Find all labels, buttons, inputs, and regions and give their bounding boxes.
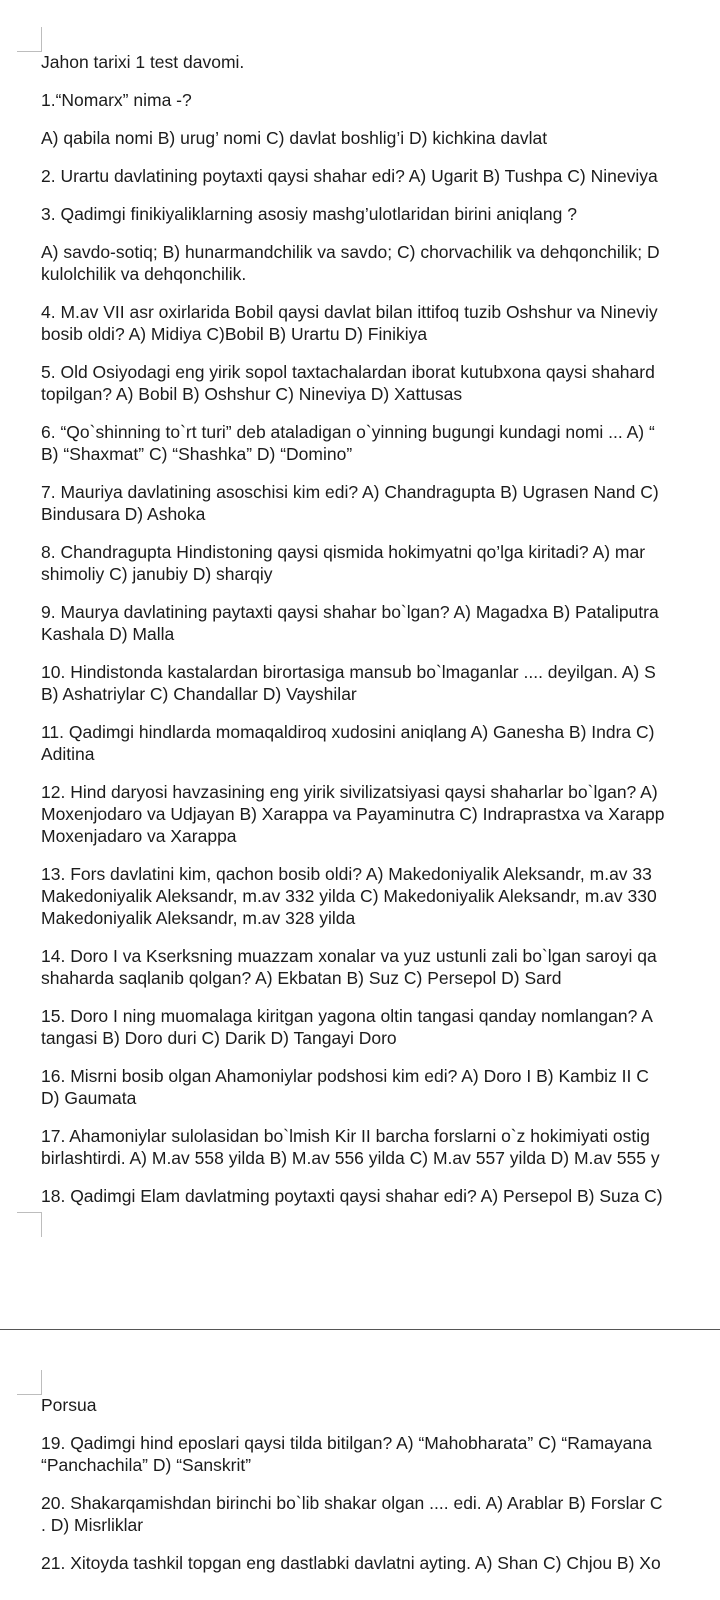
question-paragraph <box>41 1432 720 1476</box>
question-paragraph <box>41 1065 720 1109</box>
page-corner-mark-top <box>17 1370 42 1395</box>
text-line: kulolchilik va dehqonchilik. <box>41 264 247 284</box>
question-paragraph <box>41 1492 720 1536</box>
text-line: 20. Shakarqamishdan birinchi bo`lib shakar olgan .... edi. A) Arablar B) Forslar C <box>41 1493 663 1513</box>
question-paragraph <box>41 863 720 929</box>
page-corner-mark-bottom <box>17 1212 42 1237</box>
question-paragraph <box>41 127 720 149</box>
text-line: 14. Doro I va Kserksning muazzam xonalar va yuz ustunli zali bo`lgan saroyi qa <box>41 946 657 966</box>
question-paragraph <box>41 721 720 765</box>
text-line: shimoliy C) janubiy D) sharqiy <box>41 564 273 584</box>
question-paragraph <box>41 945 720 989</box>
text-line: Makedoniyalik Aleksandr, m.av 328 yilda <box>41 908 356 928</box>
text-line: birlashtirdi. A) M.av 558 yilda B) M.av 556 yilda C) M.av 557 yilda D) M.av 555 y <box>41 1148 660 1168</box>
text-line: 6. “Qo`shinning to`rt turi” deb ataladigan o`yinning bugungi kundagi nomi ... A) “ <box>41 422 655 442</box>
question-paragraph <box>41 241 720 285</box>
text-line: 18. Qadimgi Elam davlatming poytaxti qaysi shahar edi? A) Persepol B) Suza C) <box>41 1186 663 1206</box>
text-line: 10. Hindistonda kastalardan birortasiga mansub bo`lmaganlar .... deyilgan. A) S <box>41 662 656 682</box>
question-list <box>41 89 720 1207</box>
question-paragraph <box>41 1005 720 1049</box>
question-paragraph <box>41 661 720 705</box>
text-line: 9. Maurya davlatining paytaxti qaysi shahar bo`lgan? A) Magadxa B) Pataliputra <box>41 602 659 622</box>
text-line: . D) Misrliklar <box>41 1515 144 1535</box>
text-line: 12. Hind daryosi havzasining eng yirik sivilizatsiyasi qaysi shaharlar bo`lgan? A) <box>41 782 658 802</box>
question-paragraph <box>41 361 720 405</box>
question-paragraph <box>41 89 720 111</box>
text-line: Aditina <box>41 744 95 764</box>
section-heading: Porsua <box>41 1395 97 1415</box>
text-line: 21. Xitoyda tashkil topgan eng dastlabki davlatni ayting. A) Shan C) Chjou B) Xo <box>41 1553 661 1573</box>
document-heading: Jahon tarixi 1 test davomi. <box>41 52 245 72</box>
question-paragraph <box>41 1552 720 1574</box>
text-line: 11. Qadimgi hindlarda momaqaldiroq xudosini aniqlang A) Ganesha B) Indra C) <box>41 722 655 742</box>
text-line: Bindusara D) Ashoka <box>41 504 206 524</box>
text-line: 7. Mauriya davlatining asoschisi kim edi? A) Chandragupta B) Ugrasen Nand C) <box>41 482 659 502</box>
text-line: Moxenjodaro va Udjayan B) Xarappa va Payaminutra C) Indraprastxa va Xarapp <box>41 804 665 824</box>
text-line: Kashala D) Malla <box>41 624 175 644</box>
text-line: bosib oldi? A) Midiya C)Bobil B) Urartu D) Finikiya <box>41 324 428 344</box>
text-line: A) qabila nomi B) urug’ nomi C) davlat boshlig’i D) kichkina davlat <box>41 128 548 148</box>
text-line: Moxenjadaro va Xarappa <box>41 826 237 846</box>
question-paragraph <box>41 203 720 225</box>
text-line: 2. Urartu davlatining poytaxti qaysi shahar edi? A) Ugarit B) Tushpa C) Nineviya <box>41 166 658 186</box>
question-paragraph <box>41 1185 720 1207</box>
page-corner-mark-top <box>17 27 42 52</box>
text-line: 5. Old Osiyodagi eng yirik sopol taxtachalardan iborat kutubxona qaysi shahard <box>41 362 655 382</box>
text-line: 8. Chandragupta Hindistoning qaysi qismida hokimyatni qo’lga kiritadi? A) mar <box>41 542 646 562</box>
text-line: topilgan? A) Bobil B) Oshshur C) Nineviya D) Xattusas <box>41 384 463 404</box>
text-line: 3. Qadimgi finikiyaliklarning asosiy mashg’ulotlaridan birini aniqlang ? <box>41 204 577 224</box>
text-line: B) “Shaxmat” C) “Shashka” D) “Domino” <box>41 444 353 464</box>
text-line: A) savdo-sotiq; B) hunarmandchilik va savdo; C) chorvachilik va dehqonchilik; D <box>41 242 660 262</box>
text-line: shaharda saqlanib qolgan? A) Ekbatan B) Suz C) Persepol D) Sard <box>41 968 562 988</box>
question-paragraph <box>41 541 720 585</box>
question-paragraph <box>41 1125 720 1169</box>
page-1-text <box>41 51 720 1223</box>
question-paragraph <box>41 165 720 187</box>
text-line: tangasi B) Doro duri C) Darik D) Tangayi Doro <box>41 1028 397 1048</box>
text-line: 19. Qadimgi hind eposlari qaysi tilda bitilgan? A) “Mahobharata” C) “Ramayana <box>41 1433 652 1453</box>
text-line: 15. Doro I ning muomalaga kiritgan yagona oltin tangasi qanday nomlangan? A <box>41 1006 653 1026</box>
text-line: “Panchachila” D) “Sanskrit” <box>41 1455 252 1475</box>
page-2-text <box>41 1394 720 1590</box>
question-paragraph <box>41 601 720 645</box>
text-line: D) Gaumata <box>41 1088 137 1108</box>
question-paragraph <box>41 421 720 465</box>
text-line: 13. Fors davlatini kim, qachon bosib oldi? A) Makedoniyalik Aleksandr, m.av 33 <box>41 864 652 884</box>
document-page-2 <box>0 1330 720 1600</box>
question-paragraph <box>41 301 720 345</box>
text-line: 17. Ahamoniylar sulolasidan bo`lmish Kir II barcha forslarni o`z hokimiyati ostig <box>41 1126 650 1146</box>
text-line: 16. Misrni bosib olgan Ahamoniylar podshosi kim edi? A) Doro I B) Kambiz II C <box>41 1066 649 1086</box>
text-line: Makedoniyalik Aleksandr, m.av 332 yilda C) Makedoniyalik Aleksandr, m.av 330 <box>41 886 657 906</box>
text-line: B) Ashatriylar C) Chandallar D) Vayshilar <box>41 684 357 704</box>
text-line: 1.“Nomarx” nima -? <box>41 90 192 110</box>
question-paragraph <box>41 781 720 847</box>
text-line: 4. M.av VII asr oxirlarida Bobil qaysi davlat bilan ittifoq tuzib Oshshur va Nineviy <box>41 302 658 322</box>
question-paragraph <box>41 481 720 525</box>
question-list <box>41 1432 720 1574</box>
